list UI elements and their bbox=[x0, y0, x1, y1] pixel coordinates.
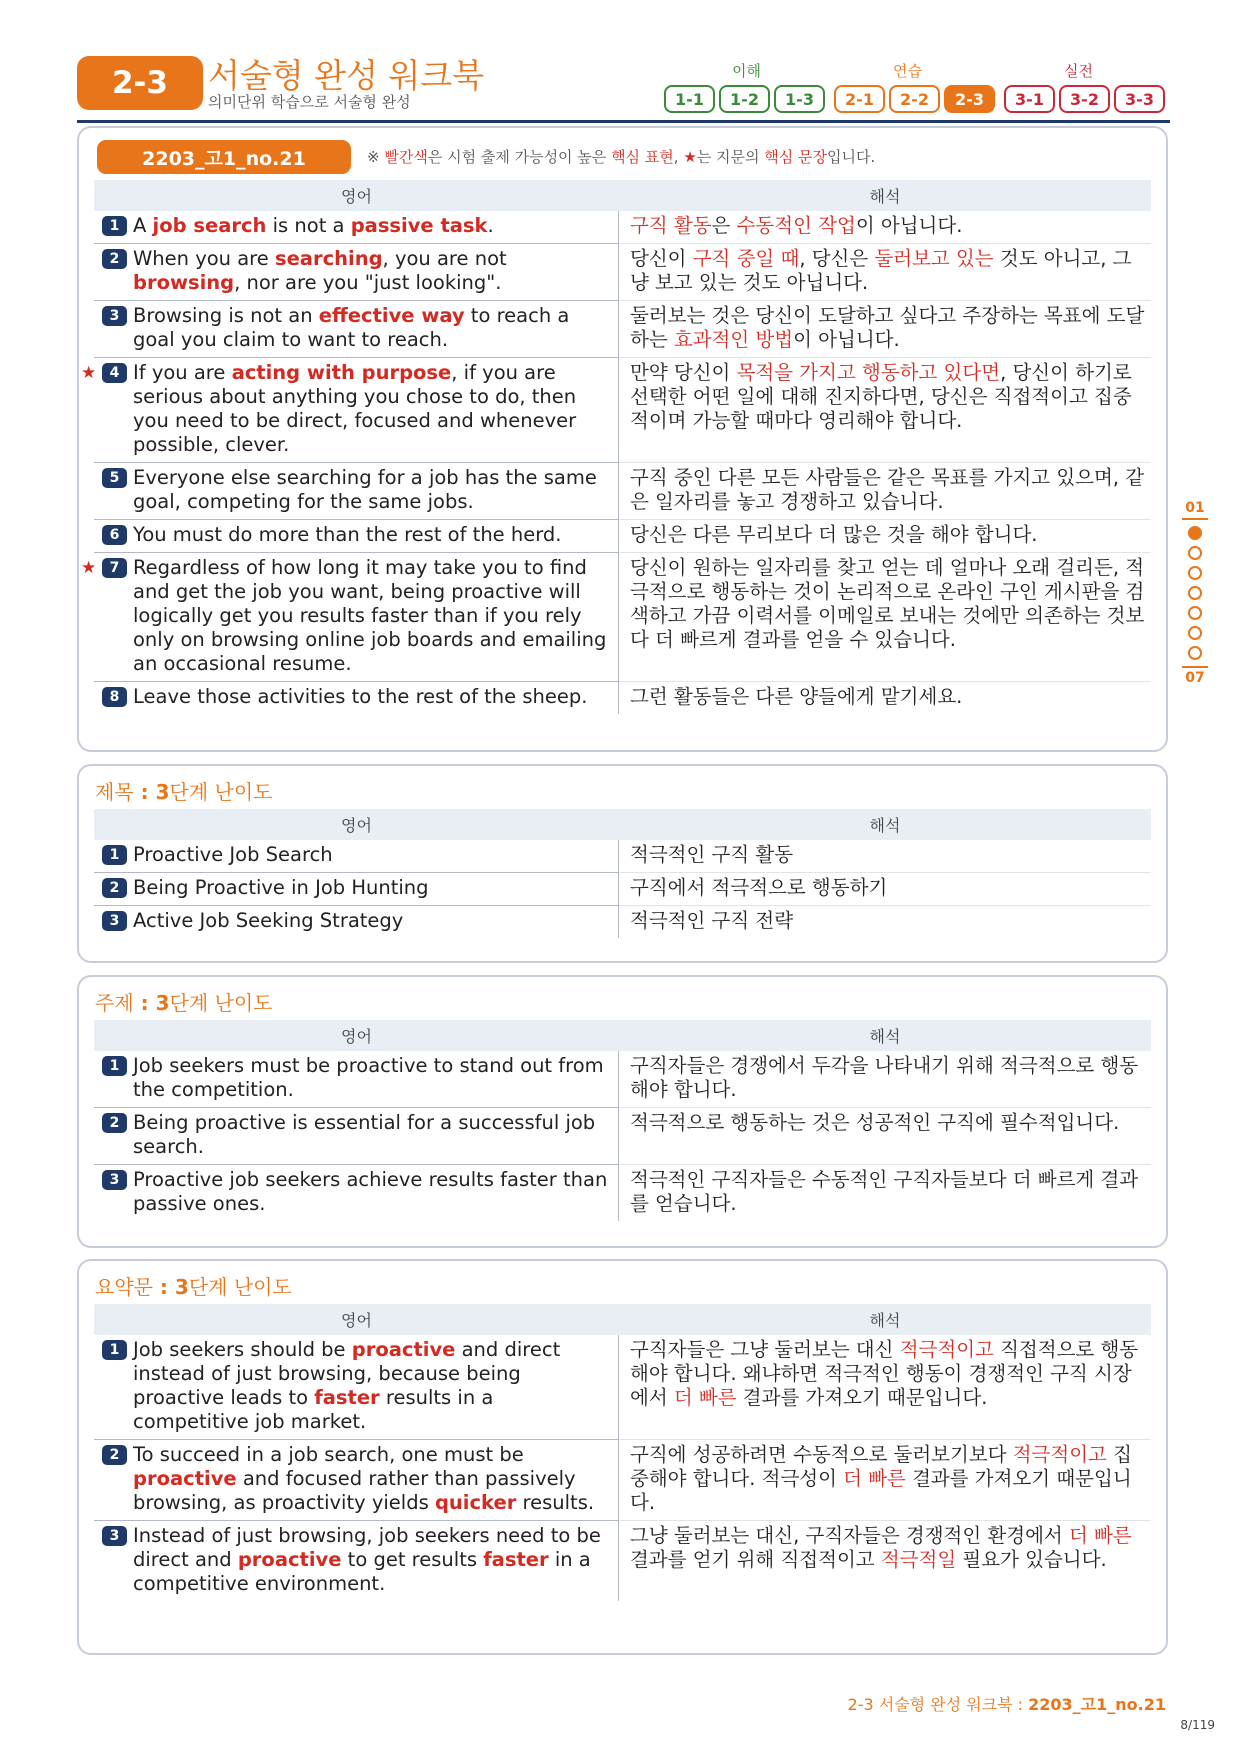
text-segment: , nor are you "just looking". bbox=[234, 271, 502, 294]
key-expression: searching bbox=[274, 247, 383, 270]
section-title: 주제 : 3단계 난이도 bbox=[95, 991, 273, 1015]
key-expression: 더 빠른 bbox=[843, 1467, 906, 1490]
key-expression: faster bbox=[314, 1386, 380, 1409]
text-segment: Being proactive is essential for a successful job search. bbox=[133, 1111, 596, 1158]
sentence-number: 4 bbox=[102, 363, 127, 383]
key-expression: job search bbox=[152, 214, 267, 237]
korean-cell bbox=[619, 682, 1151, 714]
level-chip-2-3-current[interactable]: 2-3 bbox=[944, 85, 995, 113]
english-cell bbox=[94, 682, 619, 714]
text-segment: Proactive Job Search bbox=[133, 843, 333, 866]
english-cell bbox=[94, 244, 619, 301]
text-segment: If you are bbox=[133, 361, 232, 384]
text-segment: Leave those activities to the rest of the sheep. bbox=[133, 685, 588, 708]
progress-sidebar bbox=[1182, 500, 1208, 686]
english-cell bbox=[81, 553, 619, 682]
level-badge: 2-3 bbox=[77, 56, 203, 110]
passage-panel bbox=[77, 126, 1168, 752]
korean-cell bbox=[619, 520, 1151, 553]
key-expression: 적극적이고 bbox=[899, 1338, 994, 1361]
text-segment: 적극적으로 행동하는 것은 성공적인 구직에 필수적입니다. bbox=[630, 1111, 1120, 1134]
passage-table bbox=[81, 180, 1151, 714]
text-segment: 구직에서 적극적으로 행동하기 bbox=[630, 876, 888, 899]
text-segment: 이 아닙니다. bbox=[855, 214, 963, 237]
text-segment: Active Job Seeking Strategy bbox=[133, 909, 404, 932]
text-segment: and focused rather than passively browsing, as proactivity yields bbox=[133, 1467, 576, 1514]
sentence-number: 1 bbox=[102, 1056, 127, 1076]
table-header bbox=[94, 1020, 1151, 1051]
level-chip-2-2[interactable]: 2-2 bbox=[889, 85, 940, 113]
key-expression: proactive bbox=[351, 1338, 456, 1361]
sentence-number: 2 bbox=[102, 1113, 127, 1133]
progress-end-label: 07 bbox=[1182, 666, 1208, 686]
text-segment: A bbox=[133, 214, 153, 237]
table-row bbox=[94, 1335, 1151, 1440]
col-header-english: 영어 bbox=[341, 1027, 372, 1046]
text-segment: Regardless of how long it may take you to find and get the job you want, being proactive will logically get you results faster than if you rely only on browsing online job boards and emailing an occasional resume. bbox=[133, 556, 607, 675]
korean-cell bbox=[619, 1521, 1151, 1601]
text-segment: results. bbox=[516, 1491, 595, 1514]
english-cell bbox=[94, 463, 619, 520]
text-segment: 적극적인 구직 전략 bbox=[630, 909, 794, 932]
sentence-number: 2 bbox=[102, 249, 127, 269]
text-segment: 필요가 있습니다. bbox=[956, 1548, 1107, 1571]
korean-cell bbox=[619, 463, 1151, 520]
level-chip-2-1[interactable]: 2-1 bbox=[834, 85, 885, 113]
progress-dot bbox=[1188, 586, 1202, 600]
table-row bbox=[94, 873, 1151, 906]
table-row bbox=[94, 1051, 1151, 1108]
english-cell bbox=[94, 1051, 619, 1108]
table-row bbox=[94, 682, 1151, 714]
text-segment: 당신이 bbox=[630, 247, 693, 270]
sentence-number: 6 bbox=[102, 525, 127, 545]
progress-dot bbox=[1188, 626, 1202, 640]
footer-source: 2-3 서술형 완성 워크북 : 2203_고1_no.21 bbox=[847, 1695, 1166, 1714]
text-segment: 이 아닙니다. bbox=[793, 328, 900, 351]
col-header-english: 영어 bbox=[341, 816, 372, 835]
english-cell bbox=[94, 840, 619, 873]
table-header bbox=[94, 809, 1151, 840]
text-segment: 결과를 가져오기 때문입니다. bbox=[736, 1386, 988, 1409]
text-segment: 은 bbox=[711, 214, 737, 237]
text-segment: . bbox=[487, 214, 494, 237]
title-table bbox=[94, 809, 1151, 938]
key-expression: faster bbox=[483, 1548, 549, 1571]
text-segment: 만약 당신이 bbox=[630, 361, 737, 384]
text-segment: 구직자들은 경쟁에서 두각을 나타내기 위해 적극적으로 행동해야 합니다. bbox=[630, 1054, 1139, 1101]
text-segment: , you are not bbox=[382, 247, 507, 270]
text-segment: You must do more than the rest of the herd. bbox=[133, 523, 562, 546]
col-header-korean: 해석 bbox=[869, 1027, 901, 1046]
korean-cell bbox=[619, 906, 1151, 938]
legend-note: ※ 빨간색은 시험 출제 가능성이 높은 핵심 표현, ★는 지문의 핵심 문장입니다. bbox=[367, 148, 876, 166]
theme-table bbox=[94, 1020, 1151, 1221]
key-sentence-star-icon: ★ bbox=[81, 363, 97, 383]
sentence-number: 8 bbox=[102, 687, 127, 707]
progress-dots bbox=[1182, 526, 1208, 660]
text-segment: 둘러보는 것은 당신이 도달하고 싶다고 주장하는 목표에 도달하는 bbox=[630, 304, 1145, 351]
sentence-number: 1 bbox=[102, 1340, 127, 1360]
summary-table bbox=[94, 1304, 1151, 1601]
key-sentence-star-icon: ★ bbox=[81, 558, 97, 578]
korean-cell bbox=[619, 1108, 1151, 1165]
sentence-number: 3 bbox=[102, 1526, 127, 1546]
key-expression: 더 빠른 bbox=[673, 1386, 737, 1409]
key-expression: quicker bbox=[434, 1491, 517, 1514]
group-label-real: 실전 bbox=[1064, 62, 1093, 80]
korean-cell bbox=[619, 211, 1151, 244]
page-number: 8/119 bbox=[1180, 1718, 1215, 1732]
text-segment: 그런 활동들은 다른 양들에게 맡기세요. bbox=[630, 685, 963, 708]
english-cell bbox=[94, 211, 619, 244]
group-label-understand: 이해 bbox=[732, 62, 761, 80]
progress-dot bbox=[1188, 566, 1202, 580]
korean-cell bbox=[619, 873, 1151, 906]
table-row bbox=[94, 1521, 1151, 1601]
korean-cell bbox=[619, 244, 1151, 301]
col-header-korean: 해석 bbox=[869, 187, 901, 206]
progress-start-label: 01 bbox=[1182, 500, 1208, 520]
level-chip-1-3[interactable]: 1-3 bbox=[774, 85, 825, 113]
english-cell bbox=[94, 520, 619, 553]
key-expression: 적극적일 bbox=[880, 1548, 957, 1571]
text-segment: Being Proactive in Job Hunting bbox=[133, 876, 429, 899]
key-expression: 효과적인 방법 bbox=[673, 328, 794, 351]
sentence-number: 2 bbox=[102, 1445, 127, 1465]
text-segment: Job seekers should be bbox=[133, 1338, 352, 1361]
key-expression: 적극적이고 bbox=[1012, 1443, 1107, 1466]
table-header bbox=[94, 180, 1151, 211]
level-chip-3-1[interactable]: 3-1 bbox=[1004, 85, 1055, 113]
table-row bbox=[81, 553, 1151, 682]
table-row bbox=[94, 1440, 1151, 1521]
text-segment: Everyone else searching for a job has the same goal, competing for the same jobs. bbox=[133, 466, 597, 513]
page-title: 서술형 완성 워크북 bbox=[208, 56, 485, 95]
passage-code-badge: 2203_고1_no.21 bbox=[97, 140, 351, 174]
key-expression: 구직 중일 때 bbox=[692, 247, 800, 270]
english-cell bbox=[94, 1335, 619, 1440]
english-cell bbox=[94, 1108, 619, 1165]
table-row bbox=[94, 1165, 1151, 1221]
text-segment: To succeed in a job search, one must be bbox=[133, 1443, 524, 1466]
col-header-english: 영어 bbox=[341, 1311, 372, 1330]
text-segment: to get results bbox=[341, 1548, 484, 1571]
text-segment: in a competitive environment. bbox=[133, 1548, 591, 1595]
key-expression: acting with purpose bbox=[231, 361, 452, 384]
sentence-number: 5 bbox=[102, 468, 127, 488]
table-header bbox=[94, 1304, 1151, 1335]
text-segment: When you are bbox=[133, 247, 275, 270]
table-row bbox=[94, 1108, 1151, 1165]
text-segment: Browsing is not an bbox=[133, 304, 319, 327]
table-row bbox=[94, 211, 1151, 244]
text-segment: , 당신이 하기로 선택한 어떤 일에 대해 진지하다면, 당신은 직접적이고 집중적이며 가능할 때마다 영리해야 합니다. bbox=[630, 361, 1132, 432]
text-segment: 적극적인 구직자들은 수동적인 구직자들보다 더 빠르게 결과를 얻습니다. bbox=[630, 1168, 1139, 1215]
text-segment: 구직자들은 그냥 둘러보는 대신 bbox=[630, 1338, 900, 1361]
title-panel bbox=[77, 764, 1168, 963]
text-segment: 구직에 성공하려면 수동적으로 둘러보기보다 bbox=[630, 1443, 1013, 1466]
sentence-number: 1 bbox=[102, 845, 127, 865]
section-title: 제목 : 3단계 난이도 bbox=[95, 780, 273, 804]
text-segment: Instead of just browsing, job seekers need to be direct and bbox=[133, 1524, 601, 1571]
text-segment: and direct instead of just browsing, because being proactive leads to bbox=[133, 1338, 561, 1409]
text-segment: 결과를 가져오기 때문입니다. bbox=[630, 1467, 1132, 1514]
english-cell bbox=[94, 1521, 619, 1601]
text-segment: 당신은 다른 무리보다 더 많은 것을 해야 합니다. bbox=[630, 523, 1038, 546]
text-segment: 집중해야 합니다. 적극성이 bbox=[630, 1443, 1132, 1490]
section-title: 요약문 : 3단계 난이도 bbox=[95, 1275, 292, 1299]
key-expression: browsing bbox=[133, 271, 235, 294]
progress-dot bbox=[1188, 606, 1202, 620]
text-segment: 결과를 얻기 위해 직접적이고 bbox=[630, 1548, 881, 1571]
table-row bbox=[94, 301, 1151, 358]
english-cell bbox=[94, 906, 619, 938]
table-row bbox=[94, 906, 1151, 938]
progress-dot bbox=[1188, 546, 1202, 560]
english-cell bbox=[94, 301, 619, 358]
group-label-practice: 연습 bbox=[893, 62, 922, 80]
korean-cell bbox=[619, 358, 1151, 463]
text-segment: 구직 중인 다른 모든 사람들은 같은 목표를 가지고 있으며, 같은 일자리를 놓고 경쟁하고 있습니다. bbox=[630, 466, 1145, 513]
progress-dot bbox=[1188, 646, 1202, 660]
korean-cell bbox=[619, 1165, 1151, 1221]
key-expression: effective way bbox=[318, 304, 465, 327]
sentence-number: 3 bbox=[102, 911, 127, 931]
english-cell bbox=[94, 1165, 619, 1221]
level-chip-3-2[interactable]: 3-2 bbox=[1059, 85, 1110, 113]
col-header-english: 영어 bbox=[341, 187, 372, 206]
table-row bbox=[94, 840, 1151, 873]
text-segment: , 당신은 bbox=[799, 247, 875, 270]
korean-cell bbox=[619, 301, 1151, 358]
table-row bbox=[81, 358, 1151, 463]
summary-panel bbox=[77, 1259, 1168, 1655]
col-header-korean: 해석 bbox=[869, 1311, 901, 1330]
korean-cell bbox=[619, 1051, 1151, 1108]
text-segment: , if you are serious about anything you chose to do, then you need to be direct, focused and whenever possible, clever. bbox=[133, 361, 577, 456]
sentence-number: 7 bbox=[102, 558, 127, 578]
text-segment: 직접적으로 행동해야 합니다. 왜냐하면 적극적인 행동이 경쟁적인 구직 시장에서 bbox=[630, 1338, 1139, 1409]
text-segment: 적극적인 구직 활동 bbox=[630, 843, 794, 866]
korean-cell bbox=[619, 1440, 1151, 1521]
sentence-number: 2 bbox=[102, 878, 127, 898]
english-cell bbox=[81, 358, 619, 463]
text-segment: Proactive job seekers achieve results faster than passive ones. bbox=[133, 1168, 608, 1215]
text-segment: results in a competitive job market. bbox=[133, 1386, 494, 1433]
korean-cell bbox=[619, 553, 1151, 682]
text-segment: is not a bbox=[266, 214, 351, 237]
text-segment: to reach a goal you claim to want to reach. bbox=[133, 304, 570, 351]
key-expression: 구직 활동 bbox=[630, 214, 712, 237]
key-expression: proactive bbox=[133, 1467, 237, 1490]
col-header-korean: 해석 bbox=[869, 816, 901, 835]
key-expression: proactive bbox=[237, 1548, 342, 1571]
level-chip-1-1[interactable]: 1-1 bbox=[664, 85, 715, 113]
level-chip-1-2[interactable]: 1-2 bbox=[719, 85, 770, 113]
table-row bbox=[94, 463, 1151, 520]
text-segment: 그냥 둘러보는 대신, 구직자들은 경쟁적인 환경에서 bbox=[630, 1524, 1069, 1547]
header-divider bbox=[77, 120, 1170, 123]
level-chip-3-3[interactable]: 3-3 bbox=[1114, 85, 1165, 113]
text-segment: Job seekers must be proactive to stand out from the competition. bbox=[133, 1054, 604, 1101]
theme-panel bbox=[77, 975, 1168, 1248]
english-cell bbox=[94, 873, 619, 906]
progress-dot bbox=[1188, 526, 1202, 540]
key-expression: 둘러보고 있는 bbox=[874, 247, 994, 270]
key-expression: 더 빠른 bbox=[1068, 1524, 1132, 1547]
text-segment: 당신이 원하는 일자리를 찾고 얻는 데 얼마나 오래 걸리든, 적극적으로 행동하는 것이 논리적으로 온라인 구인 게시판을 검색하고 가끔 이력서를 이메일로 보내는 것에만 의존하는 것보다 더 빠르게 결과를 얻을 수 있습니다. bbox=[630, 556, 1145, 651]
key-expression: 수동적인 작업 bbox=[736, 214, 856, 237]
sentence-number: 3 bbox=[102, 1170, 127, 1190]
korean-cell bbox=[619, 840, 1151, 873]
korean-cell bbox=[619, 1335, 1151, 1440]
text-segment: 것도 아니고, 그냥 보고 있는 것도 아닙니다. bbox=[630, 247, 1132, 294]
page-subtitle: 의미단위 학습으로 서술형 완성 bbox=[208, 93, 411, 111]
table-row bbox=[94, 520, 1151, 553]
english-cell bbox=[94, 1440, 619, 1521]
key-expression: 목적을 가지고 행동하고 있다면 bbox=[736, 361, 1001, 384]
table-row bbox=[94, 244, 1151, 301]
sentence-number: 3 bbox=[102, 306, 127, 326]
sentence-number: 1 bbox=[102, 216, 127, 236]
key-expression: passive task bbox=[350, 214, 488, 237]
